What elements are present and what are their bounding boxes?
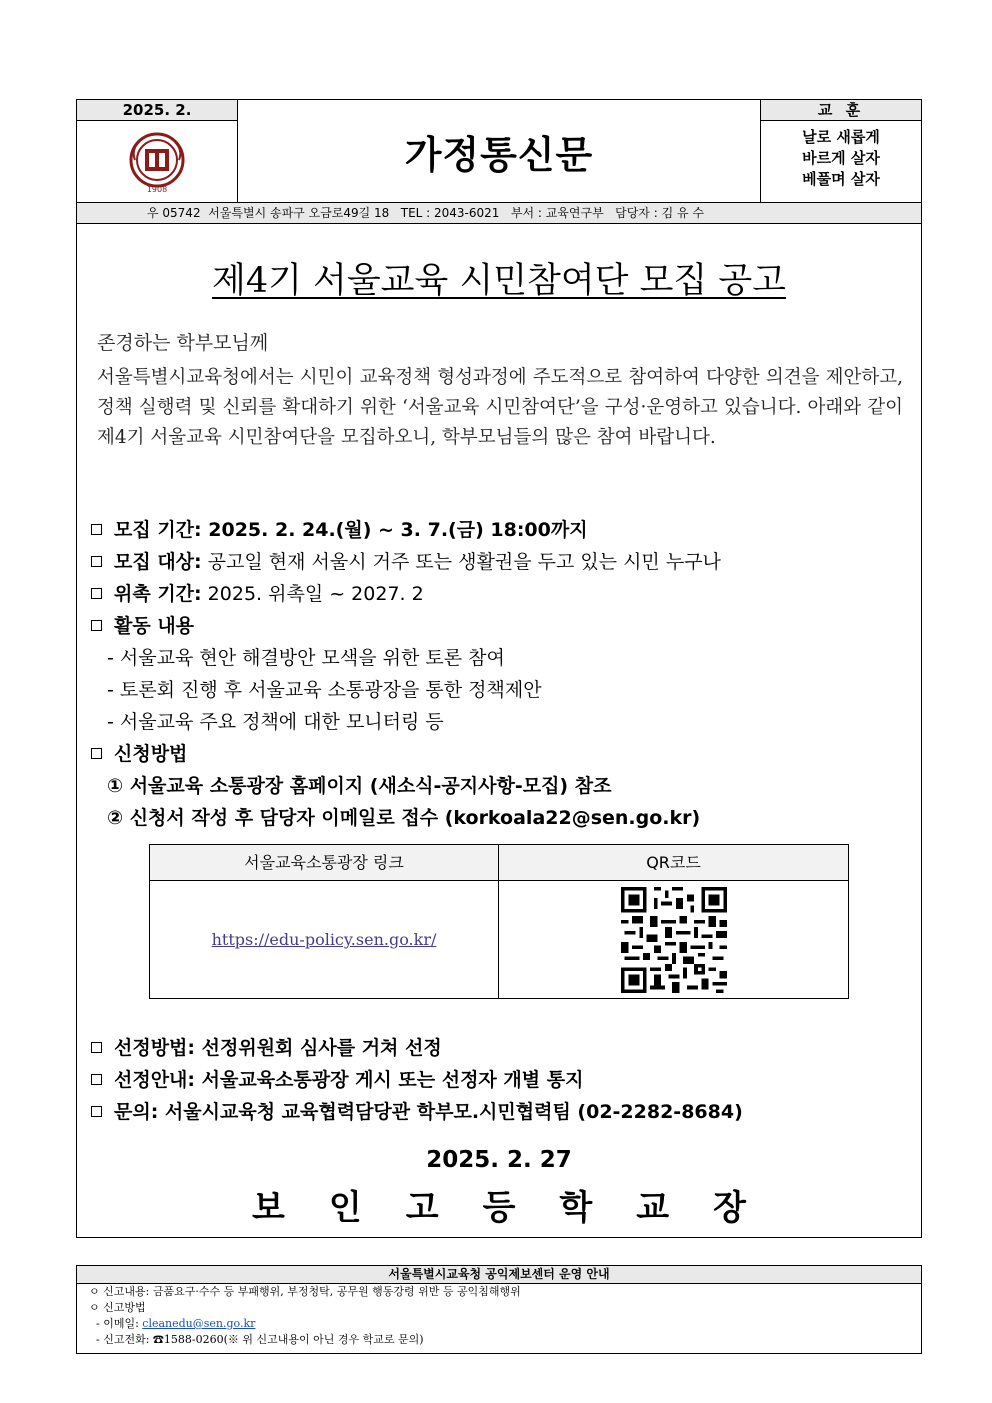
apply-step: ① 서울교육 소통광장 홈페이지 (새소식-공지사항-모집) 참조	[107, 775, 612, 797]
activity-entry: - 서울교육 현안 해결방안 모색을 위한 토론 참여	[107, 647, 505, 669]
notice-title	[77, 258, 921, 304]
qr-code-icon[interactable]	[621, 887, 727, 993]
school-emblem-icon	[125, 130, 189, 194]
selection-list	[91, 1032, 911, 1128]
motto-heading: 교 훈	[760, 100, 921, 121]
checkbox-bullet-icon	[91, 556, 102, 567]
link-column-header: 서울교육소통광장 링크	[150, 845, 499, 881]
recruit-period-item	[91, 514, 911, 546]
school-address: 우 05742 서울특별시 송파구 오금로49길 18 TEL : 2043-6021 부서 : 교육연구부 담당자 : 김 유 수	[77, 202, 921, 224]
notice-title-text: 제4기 서울교육 시민참여단 모집 공고	[212, 261, 786, 301]
motto-line: 베풀며 살자	[802, 170, 880, 188]
newsletter-title: 가정통신문	[404, 132, 594, 177]
footer-line: - 신고전화: ☎1588-0260(※ 위 신고내용이 아닌 경우 학교로 문의)	[89, 1333, 424, 1346]
greeting: 존경하는 학부모님께	[97, 332, 269, 354]
header-table	[77, 100, 921, 202]
edu-policy-link[interactable]: https://edu-policy.sen.go.kr/	[211, 930, 437, 949]
newsletter-frame	[76, 99, 922, 1238]
term-value: 2025. 위촉일 ~ 2027. 2	[201, 583, 424, 605]
whistleblower-footer	[76, 1265, 922, 1354]
motto-line: 바르게 살자	[802, 149, 880, 167]
selection-method-item	[91, 1032, 911, 1064]
school-logo	[77, 121, 238, 202]
signature-school: 보인고등학교장	[252, 1188, 790, 1228]
contact-item	[91, 1096, 911, 1128]
recruit-target-value: 공고일 현재 서울시 거주 또는 생활권을 두고 있는 시민 누구나	[201, 551, 721, 573]
checkbox-bullet-icon	[91, 620, 102, 631]
activity-item	[91, 610, 911, 642]
footer-email-line	[77, 1316, 921, 1332]
footer-line: ㅇ 신고방법	[89, 1301, 146, 1314]
apply-label: 신청방법	[114, 743, 188, 765]
footer-email-label: - 이메일:	[89, 1317, 143, 1330]
recruit-target-label: 모집 대상:	[114, 551, 202, 573]
recruit-target-item	[91, 546, 911, 578]
term-label: 위촉 기간:	[114, 583, 202, 605]
signature-date: 2025. 2. 27	[426, 1147, 572, 1173]
contact-text: 문의: 서울시교육청 교육협력담당관 학부모.시민협력팀 (02-2282-8684)	[114, 1101, 743, 1123]
selection-notice-item	[91, 1064, 911, 1096]
checkbox-bullet-icon	[91, 1074, 102, 1085]
apply-item	[91, 738, 911, 770]
checkbox-bullet-icon	[91, 1042, 102, 1053]
checkbox-bullet-icon	[91, 748, 102, 759]
selection-notice-text: 선정안내: 서울교육소통광장 게시 또는 선정자 개별 통지	[114, 1069, 584, 1091]
selection-method-text: 선정방법: 선정위원회 심사를 거쳐 선정	[114, 1037, 442, 1059]
activity-label: 활동 내용	[114, 615, 195, 637]
link-table	[149, 844, 849, 999]
activity-entry: - 토론회 진행 후 서울교육 소통광장을 통한 정책제안	[107, 679, 542, 701]
apply-step: ② 신청서 작성 후 담당자 이메일로 접수 (korkoala22@sen.go.kr)	[107, 807, 701, 829]
qr-column-header: QR코드	[499, 845, 848, 881]
issue-date: 2025. 2.	[77, 100, 238, 121]
activity-entry: - 서울교육 주요 정책에 대한 모니터링 등	[107, 711, 444, 733]
intro-paragraph: 서울특별시교육청에서는 시민이 교육정책 형성과정에 주도적으로 참여하여 다양한 의견을 제안하고, 정책 실행력 및 신뢰를 확대하기 위한 ‘서울교육 시민참여단’을 구성·운영하고 있습니다. 아래와 같이 제4기 서울교육 시민참여단을 모집하오니, 학부모님들의 많은 참여 바랍니다.	[97, 367, 903, 448]
footer-line: ㅇ 신고내용: 금품요구·수수 등 부패행위, 부정청탁, 공무원 행동강령 위반 등 공익침해행위	[89, 1285, 521, 1298]
checkbox-bullet-icon	[91, 524, 102, 535]
qr-cell	[499, 881, 848, 998]
footer-email-link[interactable]: cleanedu@sen.go.kr	[142, 1317, 256, 1330]
logo-year: 1908	[146, 184, 168, 194]
recruit-period-value: 2025. 2. 24.(월) ~ 3. 7.(금) 18:00까지	[201, 519, 588, 541]
recruit-period-label: 모집 기간:	[114, 519, 202, 541]
link-cell	[150, 881, 499, 998]
details-list	[91, 514, 911, 834]
motto-line: 날로 새롭게	[802, 128, 880, 146]
motto	[760, 121, 921, 202]
term-item	[91, 578, 911, 610]
checkbox-bullet-icon	[91, 1106, 102, 1117]
checkbox-bullet-icon	[91, 588, 102, 599]
footer-title: 서울특별시교육청 공익제보센터 운영 안내	[77, 1266, 921, 1284]
